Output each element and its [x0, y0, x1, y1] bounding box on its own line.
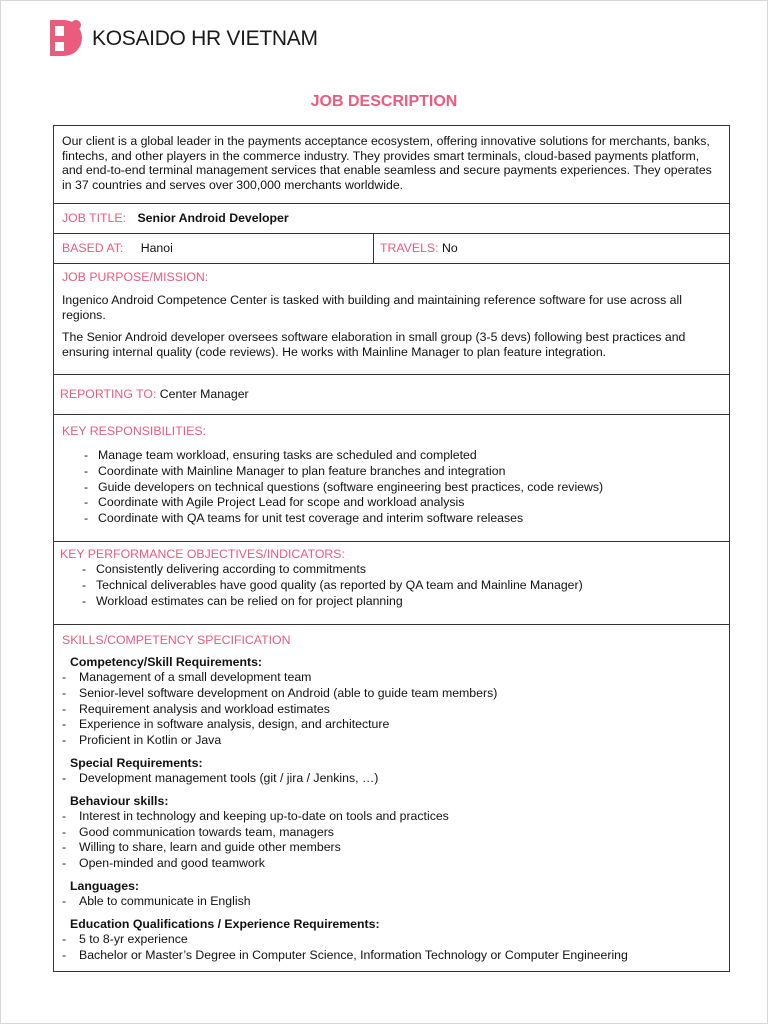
- location-row: [54, 234, 729, 264]
- travels-value: No: [441, 241, 458, 255]
- list-item: - Workload estimates can be relied on for project planning: [60, 594, 723, 610]
- purpose-paragraph: Ingenico Android Competence Center is tasked with building and maintaining reference software for use across all regions.: [62, 293, 682, 322]
- list-item: - Coordinate with QA teams for unit test coverage and interim software releases: [62, 511, 721, 527]
- reporting-row: [54, 375, 729, 415]
- competency-heading: Competency/Skill Requirements:: [70, 655, 263, 669]
- skills-section: [54, 625, 729, 963]
- list-item: - Interest in technology and keeping up-to-date on tools and practices: [54, 809, 729, 825]
- list-item: - Bachelor or Master’s Degree in Computer Science, Information Technology or Computer Engineering: [54, 948, 729, 964]
- list-item: - Proficient in Kotlin or Java: [54, 733, 729, 749]
- special-list: [54, 771, 729, 787]
- competency-list: [54, 670, 729, 749]
- kpi-section: [54, 542, 729, 625]
- list-item: - Willing to share, learn and guide other members: [54, 840, 729, 856]
- travels-label: TRAVELS:: [380, 241, 439, 255]
- purpose-paragraph: The Senior Android developer oversees software elaboration in small group (3-5 devs) following best practices and ensuring internal quality (code reviews). He works with Mainline Manager to plan feature integration.: [62, 330, 686, 359]
- list-item: - Manage team workload, ensuring tasks are scheduled and completed: [62, 448, 721, 464]
- purpose-label: JOB PURPOSE/MISSION:: [62, 270, 209, 284]
- list-item: - Technical deliverables have good quality (as reported by QA team and Mainline Manager): [60, 578, 723, 594]
- education-list: [54, 932, 729, 964]
- intro-section: [54, 126, 729, 204]
- skills-label: SKILLS/COMPETENCY SPECIFICATION: [62, 633, 291, 647]
- header: [50, 20, 318, 58]
- job-description-table: [53, 125, 730, 972]
- list-item: - Open-minded and good teamwork: [54, 856, 729, 872]
- intro-text: Our client is a global leader in the payments acceptance ecosystem, offering innovative solutions for merchants, banks, fintechs, and other players in the commerce industry. They provides smart terminals, cloud-based payments platform, and end-to-end terminal management services that enable seamless and secure payments experiences. They operates in 37 countries and serves over 300,000 merchants worldwide.: [62, 134, 712, 192]
- behaviour-list: [54, 809, 729, 872]
- based-at-value: Hanoi: [140, 241, 173, 255]
- reporting-label: REPORTING TO:: [60, 387, 157, 401]
- reporting-value: Center Manager: [159, 387, 249, 401]
- list-item: - Coordinate with Mainline Manager to plan feature branches and integration: [62, 464, 721, 480]
- list-item: - Guide developers on technical questions (software engineering best practices, code reviews): [62, 480, 721, 496]
- based-at-label: BASED AT:: [62, 241, 124, 255]
- special-heading: Special Requirements:: [70, 755, 203, 770]
- list-item: - Coordinate with Agile Project Lead for scope and workload analysis: [62, 495, 721, 511]
- purpose-section: [54, 264, 729, 375]
- based-at-cell: [54, 234, 374, 263]
- languages-list: [54, 894, 729, 910]
- list-item: - 5 to 8-yr experience: [54, 932, 729, 948]
- responsibilities-section: [54, 415, 729, 542]
- list-item: - Senior-level software development on Android (able to guide team members): [54, 686, 729, 702]
- brand-name: KOSAIDO HR VIETNAM: [92, 27, 318, 50]
- kosaido-logo-icon: [50, 20, 82, 58]
- page-title: JOB DESCRIPTION: [310, 93, 458, 110]
- list-item: - Requirement analysis and workload estimates: [54, 702, 729, 718]
- list-item: - Experience in software analysis, design, and architecture: [54, 717, 729, 733]
- list-item: - Management of a small development team: [54, 670, 729, 686]
- job-title-row: [54, 204, 729, 234]
- travels-cell: [374, 234, 466, 263]
- kpi-list: [60, 562, 723, 609]
- job-title-label: JOB TITLE:: [62, 211, 127, 225]
- list-item: - Consistently delivering according to commitments: [60, 562, 723, 578]
- behaviour-heading: Behaviour skills:: [70, 793, 169, 808]
- job-title-value: Senior Android Developer: [137, 211, 289, 225]
- languages-heading: Languages:: [70, 878, 140, 893]
- responsibilities-label: KEY RESPONSIBILITIES:: [62, 424, 206, 438]
- list-item: - Good communication towards team, managers: [54, 825, 729, 841]
- list-item: - Able to communicate in English: [54, 894, 729, 910]
- education-heading: Education Qualifications / Experience Requirements:: [70, 916, 380, 931]
- responsibilities-list: [62, 448, 721, 527]
- kpi-label: KEY PERFORMANCE OBJECTIVES/INDICATORS:: [60, 547, 345, 561]
- list-item: - Development management tools (git / jira / Jenkins, …): [54, 771, 729, 787]
